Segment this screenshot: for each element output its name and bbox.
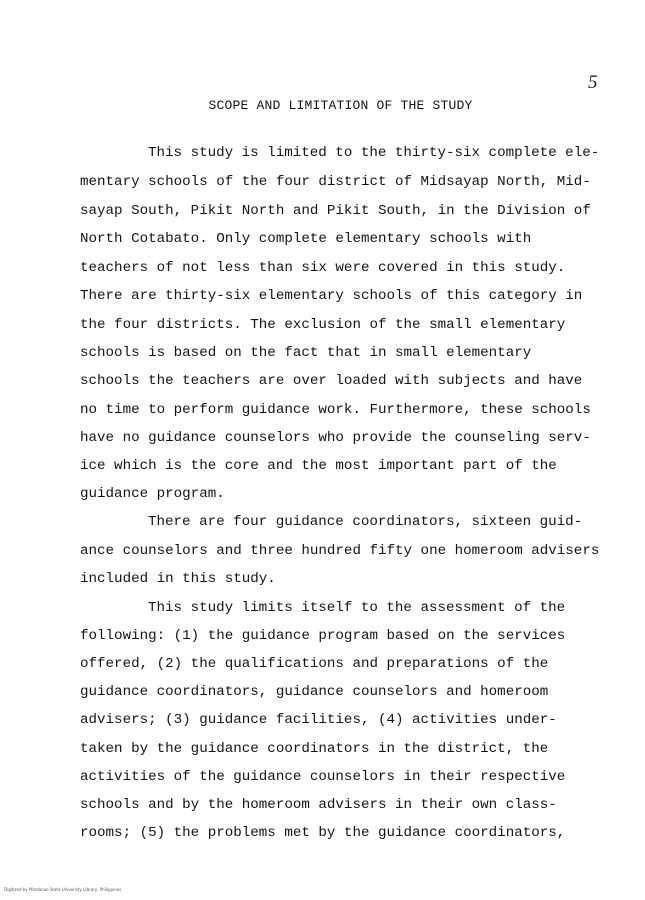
text-line: advisers; (3) guidance facilities, (4) activities under- (80, 712, 557, 728)
text-line: This study is limited to the thirty-six complete ele- (148, 145, 600, 161)
text-line: guidance program. (80, 486, 225, 502)
text-line: taken by the guidance coordinators in the district, the (80, 741, 549, 757)
text-line: mentary schools of the four district of Midsayap North, Mid- (80, 174, 591, 190)
text-line: guidance coordinators, guidance counselors and homeroom (80, 684, 549, 700)
text-line: North Cotabato. Only complete elementary schools with (80, 231, 532, 247)
text-line: no time to perform guidance work. Furthermore, these schools (80, 402, 591, 418)
text-line: sayap South, Pikit North and Pikit South, in the Division of (80, 203, 591, 219)
text-line: included in this study. (80, 571, 276, 587)
text-line: have no guidance counselors who provide the counseling serv- (80, 430, 591, 446)
text-line: There are four guidance coordinators, sixteen guid- (148, 514, 583, 530)
text-line: offered, (2) the qualifications and preparations of the (80, 656, 549, 672)
page-title: SCOPE AND LIMITATION OF THE STUDY (208, 98, 473, 113)
text-line: schools and by the homeroom advisers in their own class- (80, 797, 557, 813)
text-line: following: (1) the guidance program based on the services (80, 628, 566, 644)
text-line: schools is based on the fact that in small elementary (80, 345, 532, 361)
text-line: activities of the guidance counselors in their respective (80, 769, 566, 785)
text-line: ice which is the core and the most important part of the (80, 458, 557, 474)
text-line: teachers of not less than six were covered in this study. (80, 260, 566, 276)
text-line: the four districts. The exclusion of the small elementary (80, 317, 566, 333)
text-line: This study limits itself to the assessment of the (148, 600, 566, 616)
digitization-footer: Digitized by Mindanao State University Library, Philippines (4, 887, 122, 892)
text-line: There are thirty-six elementary schools of this category in (80, 288, 583, 304)
text-line: schools the teachers are over loaded with subjects and have (80, 373, 583, 389)
text-line: rooms; (5) the problems met by the guidance coordinators, (80, 825, 566, 841)
page-number: 5 (588, 72, 598, 93)
text-line: ance counselors and three hundred fifty one homeroom advisers (80, 543, 600, 559)
